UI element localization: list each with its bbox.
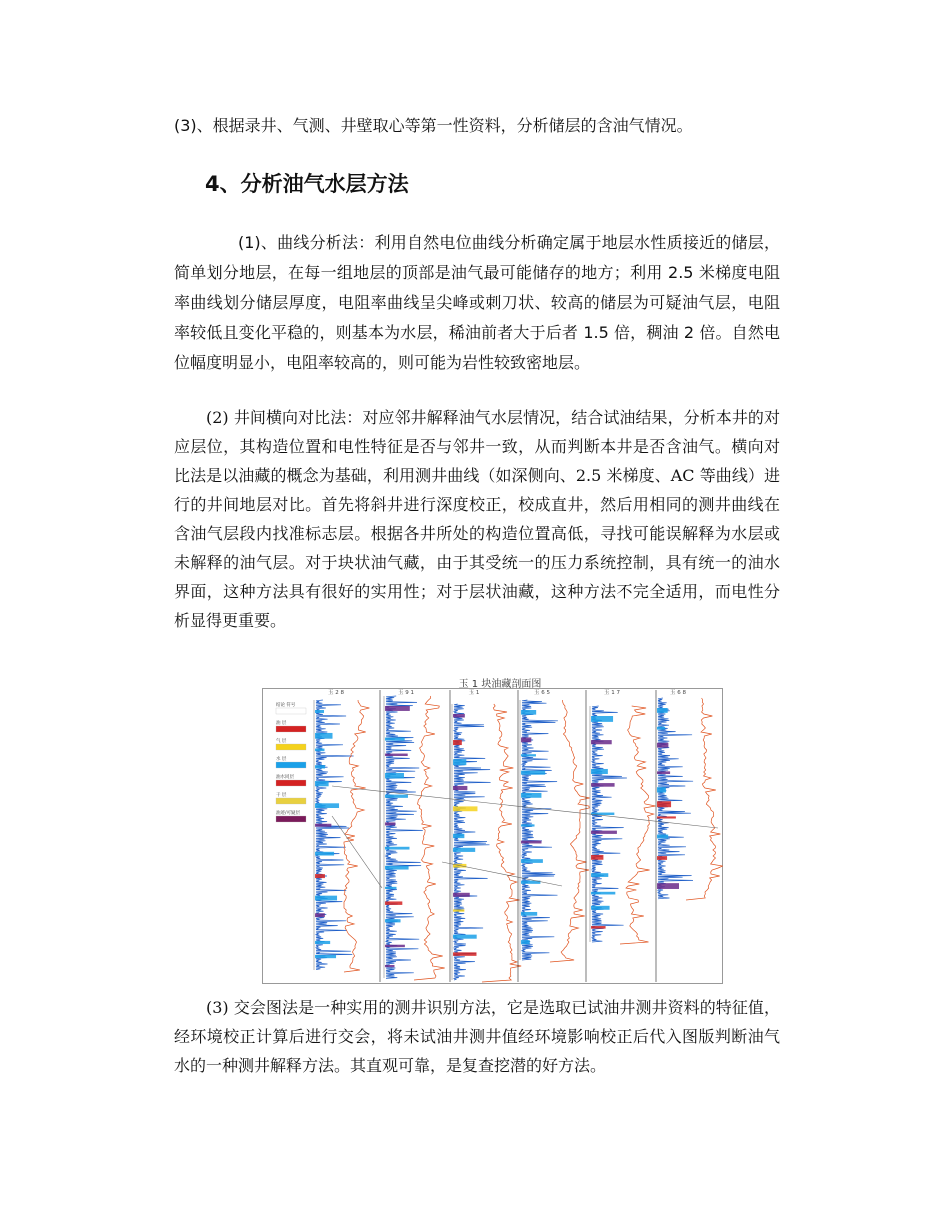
interval-fill (315, 710, 324, 713)
figure-frame (263, 689, 723, 984)
interval-fill (315, 765, 325, 768)
interval-fill (453, 848, 475, 852)
interval-fill (521, 737, 531, 742)
interval-fill (453, 952, 476, 956)
interval-fill (385, 754, 408, 756)
paragraph-curve-analysis: (1)、曲线分析法：利用自然电位曲线分析确定属于地层水性质接近的储层，简单划分地层，在每一组地层的顶部是油气最可能储存的地方；利用 2.5 米梯度电阻率曲线划分储层厚度，电阻率曲线呈尖峰或刺刀状、较高的储层为可疑油气层，电阻率较低且变化平稳的，则基本为水层，稀油前者大于后者 1.5 倍，稠油 2 倍。自然电位幅度明显小，电阻率较高的，则可能为岩性较致密地层。 (174, 233, 780, 372)
interval-fill (385, 866, 409, 870)
legend-swatch (276, 780, 306, 786)
interval-fill (657, 835, 668, 839)
interval-fill (657, 771, 670, 774)
interval-fill (521, 912, 537, 916)
interval-fill (315, 955, 336, 958)
legend-label: 结论 符号 (276, 703, 296, 708)
interval-fill (591, 783, 615, 787)
interval-fill (521, 824, 535, 826)
interval-fill (591, 855, 603, 860)
well-label: 玉 1 7 (604, 690, 620, 696)
interval-fill (591, 716, 613, 722)
interval-fill (657, 801, 671, 807)
legend-swatch (276, 816, 306, 822)
interval-fill (657, 708, 668, 713)
section-heading: 4、分析油气水层方法 (205, 172, 409, 196)
interval-fill (453, 786, 467, 790)
paragraph-crossplot: (3) 交会图法是一种实用的测井识别方法，它是选取已试油井测井资料的特征值，经环境校正计算后进行交会，将未试油井测井值经环境影响校正后代入图版判断油气水的一种测井解释方法。其直观可靠，是复查挖潜的好方法。 (174, 998, 780, 1075)
well-label: 玉 1 (468, 690, 480, 696)
interval-fill (453, 834, 464, 838)
interval-fill (315, 824, 331, 827)
legend-swatch (276, 708, 306, 714)
reservoir-profile-figure (262, 678, 723, 984)
interval-fill (315, 781, 329, 786)
interval-fill (385, 945, 405, 947)
interval-fill (657, 856, 667, 860)
interval-fill (385, 887, 396, 889)
legend-swatch (276, 798, 306, 804)
interval-fill (591, 740, 612, 744)
interval-fill (315, 803, 339, 808)
interval-fill (315, 913, 325, 917)
well-label: 玉 2 8 (328, 690, 344, 696)
interval-fill (657, 787, 666, 792)
interval-fill (657, 883, 679, 889)
interval-fill (521, 710, 536, 715)
interval-fill (315, 852, 334, 856)
interval-fill (315, 733, 333, 739)
interval-fill (591, 873, 608, 877)
legend-swatch (276, 762, 306, 768)
well-label: 玉 6 5 (534, 690, 550, 696)
well-label: 玉 9 1 (398, 690, 414, 696)
interval-fill (385, 919, 401, 922)
legend-swatch (276, 726, 306, 732)
interval-fill (591, 769, 608, 774)
interval-fill (657, 727, 665, 730)
interval-fill (453, 909, 464, 911)
interval-fill (453, 714, 465, 718)
reservoir-profile-svg (262, 678, 723, 984)
paragraph-lateral-comparison: (2) 井间横向对比法：对应邻井解释油气水层情况，结合试油结果，分析本井的对应层位，其构造位置和电性特征是否与邻井一致，从而判断本井是否含油气。横向对比法是以油藏的概念为基础，利用测井曲线（如深侧向、2.5 米梯度、AC 等曲线）进行的井间地层对比。首先将斜井进行深度校正，校成直井，然后用相同的测井曲线在含油气层段内找准标志层。根据各井所处的构造位置高低，寻找可能误解释为水层或未解释的油气层。对于块状油气藏，由于其受统一的压力系统控制，具有统一的油水界面，这种方法具有很好的实用性；对于层状油藏，这种方法不完全适用，而电性分析显得更重要。 (174, 408, 780, 630)
legend-label: 油水同层 (276, 775, 294, 780)
legend-label: 油 层 (276, 721, 287, 726)
legend-label: 气 层 (276, 739, 287, 744)
interval-fill (521, 940, 530, 944)
interval-fill (657, 743, 668, 748)
interval-fill (385, 773, 404, 778)
legend-label: 干 层 (276, 793, 287, 798)
interval-fill (385, 738, 405, 741)
interval-fill (385, 901, 402, 904)
interval-fill (315, 749, 324, 752)
well-label: 玉 6 8 (670, 690, 686, 696)
interval-fill (385, 965, 394, 967)
interval-fill (453, 935, 477, 939)
interval-fill (521, 793, 541, 798)
interval-fill (453, 893, 470, 897)
interval-fill (591, 892, 615, 895)
interval-fill (453, 740, 462, 745)
interval-fill (591, 926, 606, 929)
interval-fill (315, 941, 330, 944)
figure-title: 玉 1 块油藏剖面图 (458, 679, 542, 690)
interval-fill (521, 859, 543, 863)
interval-fill (521, 841, 542, 844)
interval-fill (591, 906, 610, 910)
legend-label: 水 层 (276, 757, 287, 762)
interval-fill (591, 831, 617, 834)
interval-fill (315, 896, 337, 901)
interval-fill (385, 706, 410, 711)
interval-fill (521, 754, 536, 756)
interval-fill (385, 822, 395, 825)
interval-fill (453, 759, 466, 765)
interval-fill (657, 816, 676, 818)
interval-fill (521, 771, 545, 775)
intro-paragraph: (3)、根据录井、气测、井壁取心等第一性资料，分析储层的含油气情况。 (174, 116, 693, 135)
interval-fill (453, 806, 477, 811)
legend-label: 油迹/可疑层 (276, 811, 301, 816)
interval-fill (385, 795, 408, 798)
interval-fill (315, 874, 325, 878)
interval-fill (385, 847, 409, 850)
legend-swatch (276, 744, 306, 750)
